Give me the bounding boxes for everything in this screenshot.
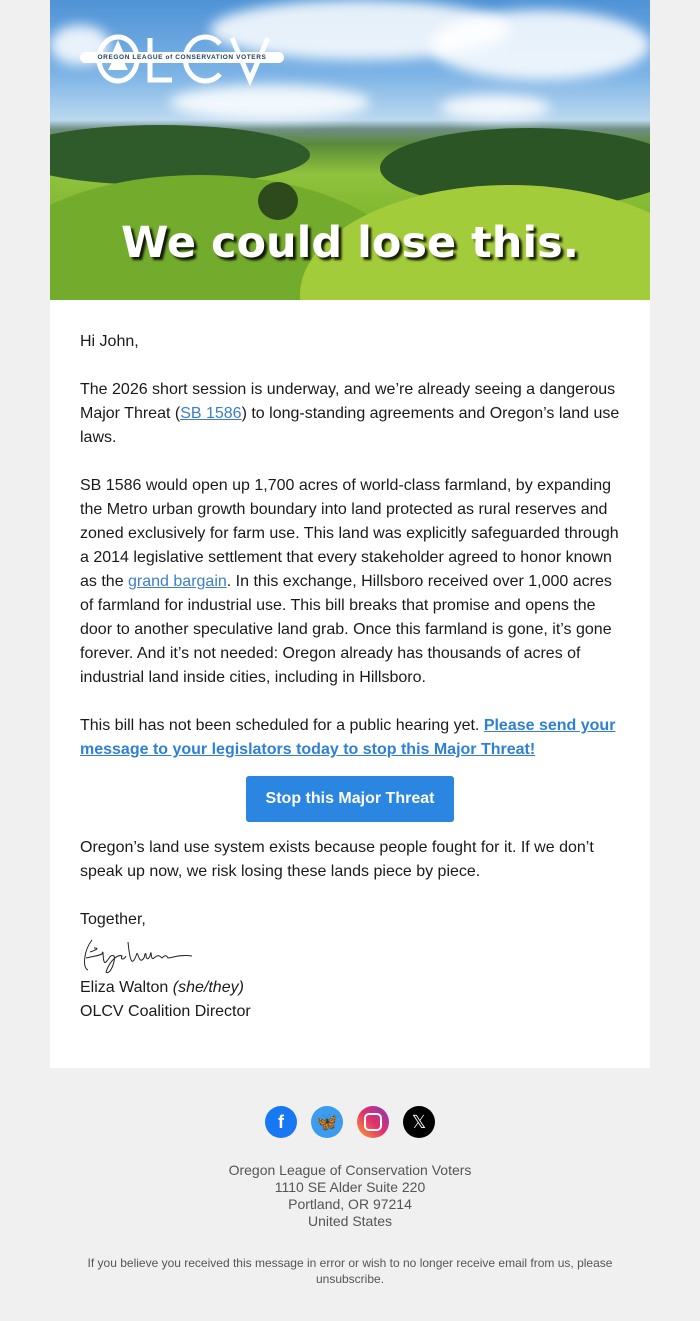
paragraph-closing: Oregon’s land use system exists because people fought for it. If we don’t speak up now, we risk losing these lands piece by piece.: [80, 839, 594, 880]
hero-headline: We could lose this.: [120, 218, 579, 268]
stop-major-threat-button[interactable]: Stop this Major Threat: [246, 776, 455, 822]
facebook-icon[interactable]: f: [265, 1106, 297, 1138]
grand-bargain-link[interactable]: grand bargain: [128, 573, 227, 590]
bluesky-icon[interactable]: 🦋: [311, 1106, 343, 1138]
olcv-logo[interactable]: [80, 32, 285, 92]
footer-address: Oregon League of Conservation Voters 1110 SE Alder Suite 220 Portland, OR 97214 United States: [228, 1162, 472, 1229]
signature-image: [80, 932, 620, 976]
email-body: [50, 300, 650, 1024]
unsubscribe-link[interactable]: unsubscribe: [315, 1272, 381, 1286]
paragraph-cta: This bill has not been scheduled for a public hearing yet. Please send your message to your legislators today to stop this Major Threat!: [80, 717, 616, 758]
greeting: Hi John,: [80, 333, 139, 350]
send-message-link[interactable]: Please send your message to your legislators today to stop this Major Threat!: [80, 717, 616, 758]
instagram-icon[interactable]: [357, 1106, 389, 1138]
paragraph-details: SB 1586 would open up 1,700 acres of world-class farmland, by expanding the Metro urban growth boundary into land protected as rural reserves and zoned exclusively for farm use. This land was explicitly safeguarded through a 2014 legislative settlement that every stakeholder agreed to honor known as the grand bargain. In this exchange, Hillsboro received over 1,000 acres of farmland for industrial use. This bill breaks that promise and opens the door to another speculative land grab. Once this farmland is gone, it’s gone forever. And it’s not needed: Oregon already has thousands of acres of industrial land inside cities, including in Hillsboro.: [80, 477, 619, 686]
sb1586-link[interactable]: SB 1586: [180, 405, 242, 422]
social-links: [0, 1106, 700, 1138]
paragraph-intro: The 2026 short session is underway, and we’re already seeing a dangerous Major Threat (SB 1586) to long-standing agreements and Oregon’s land use laws.: [80, 381, 620, 446]
signer-title: OLCV Coalition Director: [80, 1003, 251, 1020]
closing: Together,: [80, 911, 146, 928]
logo-band: OREGON LEAGUE of CONSERVATION VOTERS: [80, 52, 284, 63]
footer: [0, 1068, 700, 1287]
signer-name: Eliza Walton (she/they): [80, 979, 244, 996]
x-icon[interactable]: 𝕏: [403, 1106, 435, 1138]
hero-image: [50, 0, 650, 300]
email-card: [50, 0, 650, 1068]
footer-legal: If you believe you received this message in error or wish to no longer receive email from us, please unsubscribe.: [87, 1256, 613, 1286]
